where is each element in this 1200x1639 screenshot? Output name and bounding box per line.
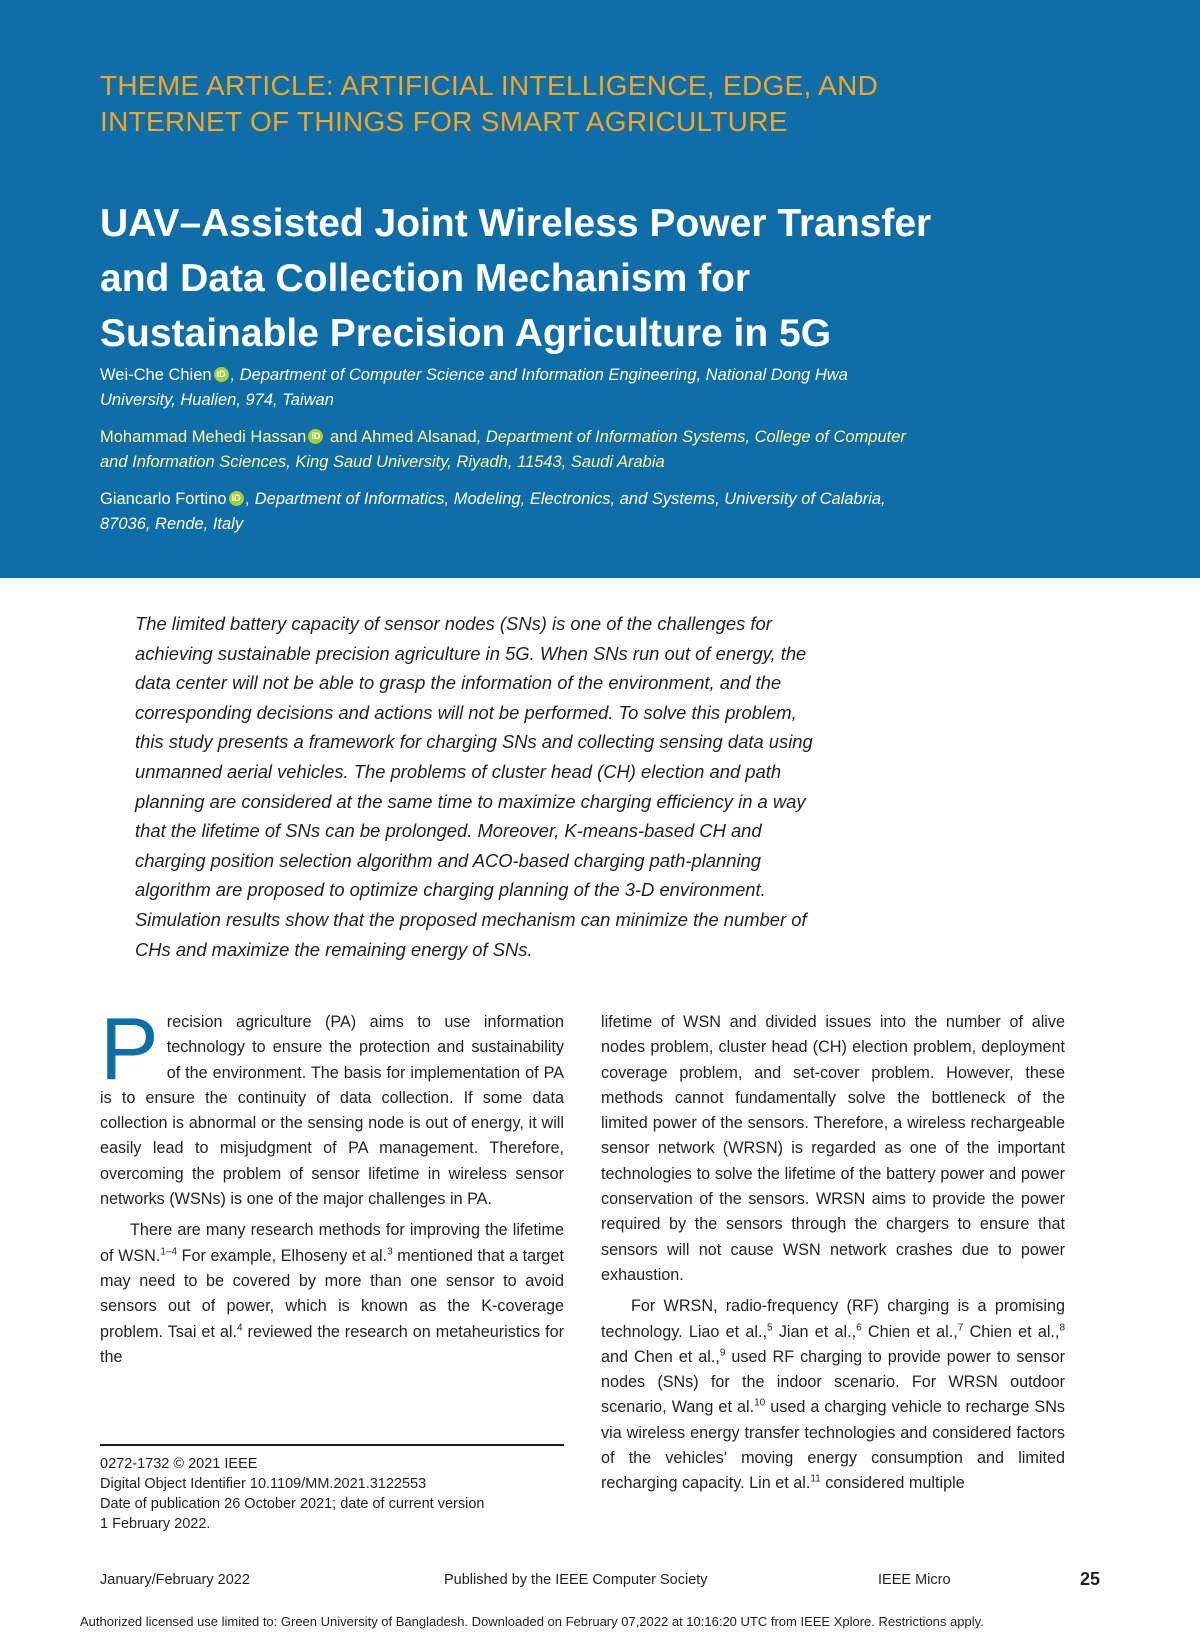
- publication-date-line: 1 February 2022.: [100, 1516, 211, 1532]
- abstract-line: algorithm are proposed to optimize charging planning of the 3-D environment.: [135, 879, 766, 901]
- doi-line[interactable]: Digital Object Identifier 10.1109/MM.2021.3122553: [100, 1476, 427, 1492]
- author-affiliation-cont: 87036, Rende, Italy: [100, 515, 244, 533]
- abstract-line: Simulation results show that the proposed mechanism can minimize the number of: [135, 908, 807, 930]
- footnote-block: [100, 1454, 570, 1534]
- abstract-line: achieving sustainable precision agriculture in 5G. When SNs run out of energy, the: [135, 642, 807, 664]
- body-column-right: [601, 1010, 1065, 1497]
- orcid-icon[interactable]: iD: [214, 367, 229, 382]
- abstract-line: The limited battery capacity of sensor nodes (SNs) is one of the challenges for: [135, 613, 772, 634]
- author-affiliation: , Department of Informatics, Modeling, Electronics, and Systems, University of Calabria,: [245, 490, 886, 508]
- theme-article-label: [100, 68, 1100, 140]
- author-name-second: and Ahmed Alsanad: [325, 428, 477, 446]
- abstract-line: data center will not be able to grasp the information of the environment, and the: [135, 672, 782, 694]
- title-line-1: UAV–Assisted Joint Wireless Power Transfer: [100, 202, 932, 245]
- theme-line-2: INTERNET OF THINGS FOR SMART AGRICULTURE: [100, 106, 788, 137]
- abstract-line: charging position selection algorithm and ACO-based charging path-planning: [135, 849, 762, 871]
- body-paragraph: Precision agriculture (PA) aims to use information technology to ensure the protection and sustainability of the environment. The basis for implementation of PA is to ensure the continuity of data collection. If some data collection is abnormal or the sensing node is out of energy, it will easily lead to misjudgment of PA management. Therefore, overcoming the problem of sensor lifetime in wireless sensor networks (WSNs) is one of the major challenges in PA.: [100, 999, 564, 1209]
- footer-publisher: Published by the IEEE Computer Society: [444, 1572, 708, 1588]
- citation-ref[interactable]: 5: [767, 1322, 773, 1334]
- citation-ref[interactable]: 10: [754, 1398, 766, 1410]
- citation-ref[interactable]: 3: [387, 1246, 393, 1258]
- author-affiliation-cont: University, Hualien, 974, Taiwan: [100, 391, 334, 409]
- authorized-use-notice: Authorized licensed use limited to: Green University of Bangladesh. Downloaded on February 07,2022 at 10:16:20 UTC from IEEE Xplore. Restrictions apply.: [80, 1614, 984, 1629]
- body-paragraph: There are many research methods for improving the lifetime of WSN.$^{1-4}$ For example, Elhoseny et al.$^3$ mentioned that a target may need to be covered by more than one sensor to avoid sensors out of power, which is known as the K-coverage problem. Tsai et al.$^4$ reviewed the research on metaheuristics for the: [100, 1221, 565, 1366]
- abstract-line: this study presents a framework for charging SNs and collecting sensing data using: [135, 731, 813, 753]
- abstract-line: CHs and maximize the remaining energy of SNs.: [135, 938, 533, 960]
- author-name: Mohammad Mehedi Hassan: [100, 428, 307, 446]
- publication-date-line: Date of publication 26 October 2021; date of current version: [100, 1496, 485, 1512]
- author-name: Wei-Che Chien: [100, 366, 212, 384]
- author-block-2: [100, 425, 1100, 475]
- author-affiliation: , Department of Computer Science and Information Engineering, National Dong Hwa: [230, 366, 848, 384]
- footnote-divider: [100, 1444, 564, 1446]
- citation-ref[interactable]: 8: [1059, 1322, 1065, 1334]
- article-title: [100, 196, 1100, 361]
- author-name: Giancarlo Fortino: [100, 490, 227, 508]
- body-paragraph: lifetime of WSN and divided issues into the number of alive nodes problem, cluster head (CH) election problem, deployment coverage problem, and set-cover problem. However, these methods cannot fundamentally solve the bottleneck of the limited power of the sensors. Therefore, a wireless rechargeable sensor network (WRSN) is regarded as one of the important technologies to solve the lifetime of the battery power and power conservation of the sensors. WRSN aims to provide the power required by the sensors through the chargers to ensure that sensors will not cause WSN network crashes due to power exhaustion.: [601, 1013, 1065, 1284]
- footer-date: January/February 2022: [100, 1572, 250, 1588]
- abstract-line: planning are considered at the same time to maximize charging efficiency in a way: [135, 790, 806, 812]
- abstract-line: corresponding decisions and actions will not be performed. To solve this problem,: [135, 701, 797, 723]
- drop-cap: P: [100, 999, 159, 1098]
- author-block-3: [100, 487, 1100, 537]
- abstract: [135, 609, 945, 964]
- citation-ref[interactable]: 1–4: [160, 1246, 178, 1258]
- abstract-line: that the lifetime of SNs can be prolonged. Moreover, K-means-based CH and: [135, 820, 762, 842]
- citation-ref[interactable]: 7: [957, 1322, 964, 1334]
- body-column-left: [100, 999, 565, 1370]
- orcid-icon[interactable]: iD: [308, 429, 323, 444]
- page-number: 25: [1080, 1569, 1101, 1589]
- title-line-2: and Data Collection Mechanism for: [100, 257, 751, 300]
- citation-ref[interactable]: 11: [810, 1473, 821, 1485]
- author-affiliation: , Department of Information Systems, College of Computer: [476, 428, 906, 446]
- footer-journal: IEEE Micro: [878, 1572, 951, 1588]
- author-block-1: [100, 363, 1100, 413]
- author-affiliation-cont: and Information Sciences, King Saud University, Riyadh, 11543, Saudi Arabia: [100, 453, 665, 471]
- orcid-icon[interactable]: iD: [229, 491, 244, 506]
- citation-ref[interactable]: 9: [719, 1347, 726, 1359]
- body-paragraph: For WRSN, radio-frequency (RF) charging is a promising technology. Liao et al.,$^5$ Jian et al.,$^6$ Chien et al.,$^7$ Chien et al.,$^8$ and Chen et al.,$^9$ used RF charging to provide power to sensor nodes (SNs) for the indoor scenario. For WRSN outdoor scenario, Wang et al.$^{10}$ used a charging vehicle to recharge SNs via wireless energy transfer technologies and considered factors of the vehicles' moving energy consumption and limited recharging capacity. Lin et al.$^{11}$ considered multiple: [601, 1297, 1065, 1493]
- citation-ref[interactable]: 6: [856, 1322, 862, 1334]
- abstract-line: unmanned aerial vehicles. The problems of cluster head (CH) election and path: [135, 760, 782, 782]
- title-line-3: Sustainable Precision Agriculture in 5G: [100, 312, 832, 355]
- citation-ref[interactable]: 4: [237, 1322, 243, 1334]
- theme-line-1: THEME ARTICLE: ARTIFICIAL INTELLIGENCE, EDGE, AND: [100, 70, 879, 101]
- copyright-line: 0272-1732 © 2021 IEEE: [100, 1456, 258, 1472]
